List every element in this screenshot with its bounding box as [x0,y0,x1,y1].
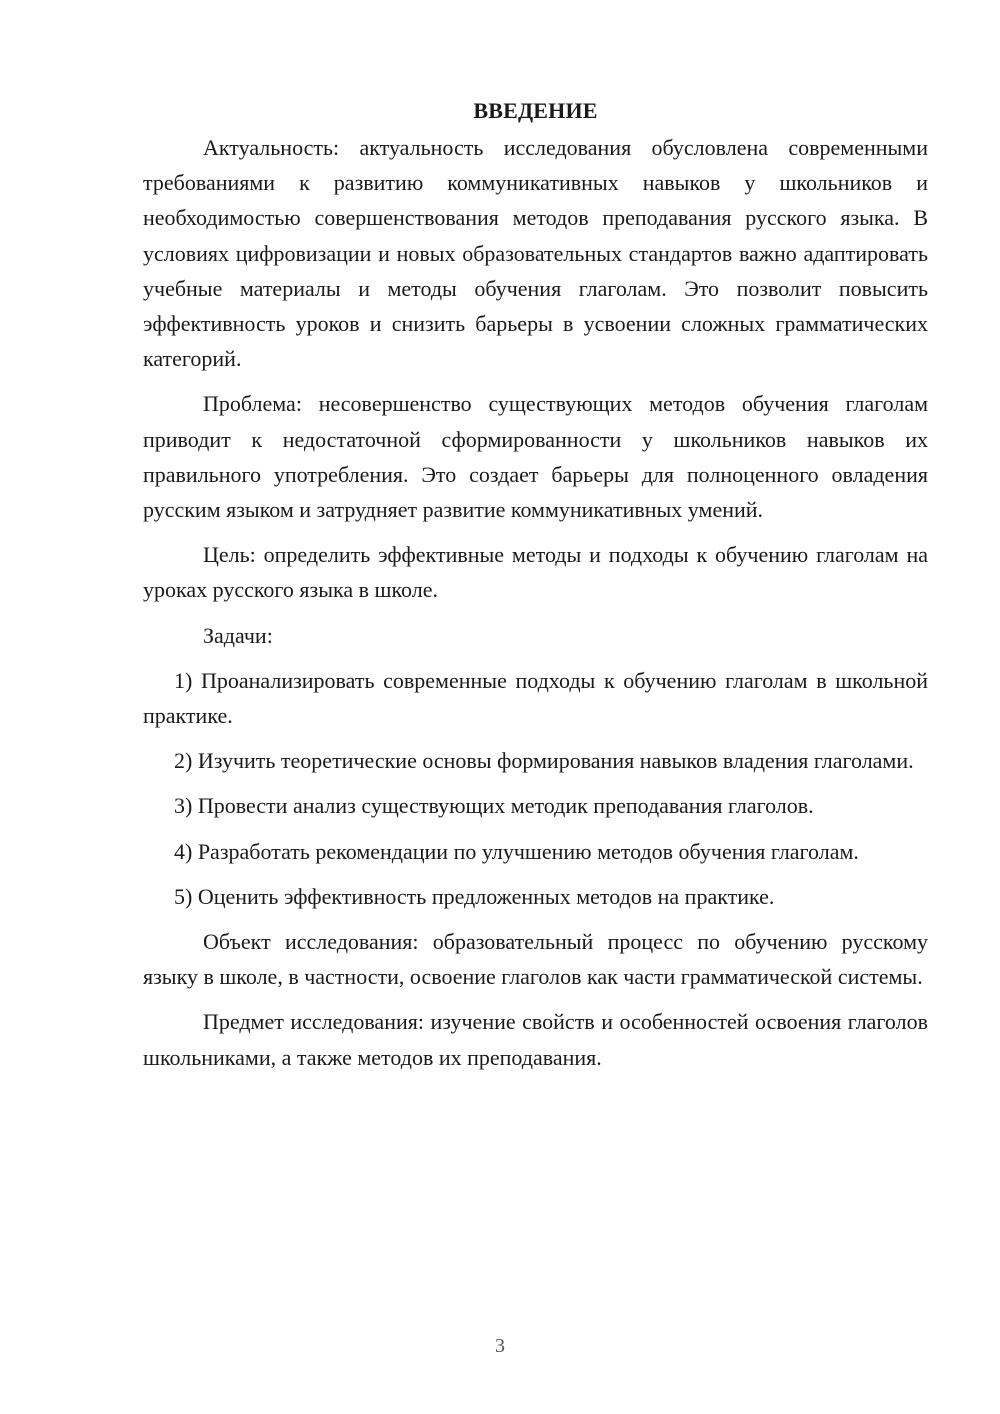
document-page [143,93,928,1085]
section-title: ВВЕДЕНИЕ [473,98,598,123]
relevance-paragraph: Актуальность: актуальность исследования обусловлена современными требованиями к развитию коммуникативных навыков у школьников и необходимостью совершенствования методов преподавания русского языка. В условиях цифровизации и новых образовательных стандартов важно адаптировать учебные материалы и методы обучения глаголам. Это позволит повысить эффективность уроков и снизить барьеры в усвоении сложных грамматических категорий. [143,135,928,372]
tasks-list [143,663,928,914]
task-item: 5) Оценить эффективность предложенных методов на практике. [174,883,775,909]
task-item: 2) Изучить теоретические основы формирования навыков владения глаголами. [174,748,914,774]
task-item: 1) Проанализировать современные подходы к обучению глаголам в школьной практике. [143,667,928,729]
goal-paragraph: Цель: определить эффективные методы и подходы к обучению глаголам на уроках русского языка в школе. [143,542,928,603]
task-item: 4) Разработать рекомендации по улучшению методов обучения глаголам. [174,838,859,864]
task-item: 3) Провести анализ существующих методик преподавания глаголов. [174,793,814,819]
subject-paragraph: Предмет исследования: изучение свойств и особенностей освоения глаголов школьниками, а также методов их преподавания. [143,1009,928,1070]
tasks-heading: Задачи: [203,622,273,648]
object-paragraph: Объект исследования: образовательный процесс по обучению русскому языку в школе, в частности, освоение глаголов как части грамматической системы. [143,929,928,990]
problem-paragraph: Проблема: несовершенство существующих методов обучения глаголам приводит к недостаточной сформированности у школьников навыков их правильного употребления. Это создает барьеры для полноценного овладения русским языком и затрудняет развитие коммуникативных умений. [143,391,928,523]
page-number: 3 [495,1335,505,1357]
